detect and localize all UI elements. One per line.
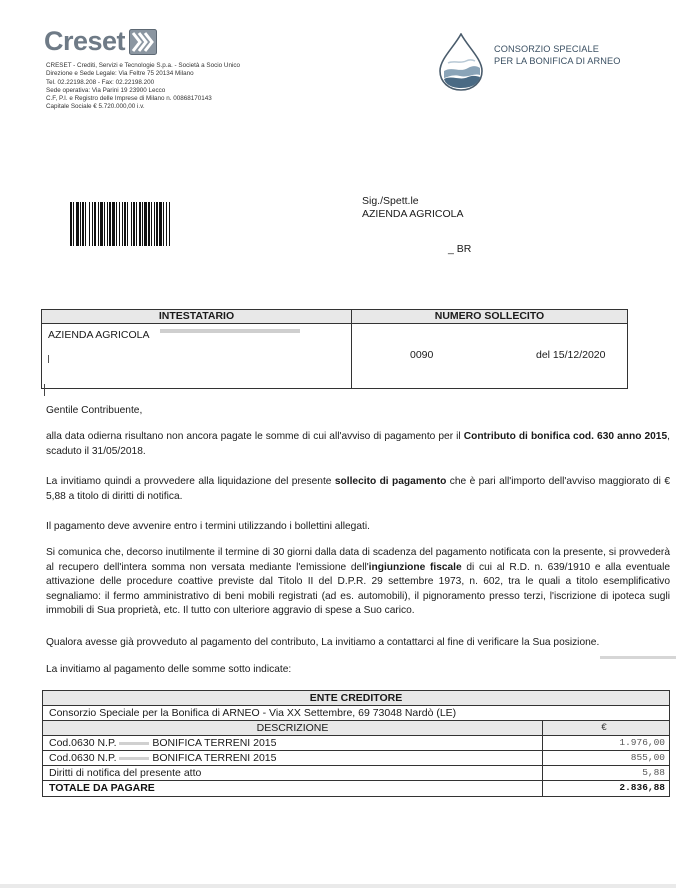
paragraph-4-text-end: di cui al R.D. n. 639/1910 e alla eventuale attivazione delle procedure coattive previste dal Titolo II del D.P.R. 29 settembre 1973, n. 602, tra le quali a titolo esemplificativo segnaliamo: il fermo amministrativo di beni mobili registrati (ad es. automobili), il pignoramento presso terzi, l'iscrizione di ipoteca sugli immobili di Sua proprietà, etc. Il tutto con ulteriore aggravio di spese a Suo carico.: [46, 561, 670, 616]
barcode-icon: [70, 202, 196, 246]
row-desc-prefix: Cod.0630 N.P.: [49, 752, 120, 764]
consorzio-name: [494, 43, 620, 67]
paragraph-2-text-end: che è pari all'importo dell'avviso maggiorato di € 5,88 a titolo di diritti di notifica.: [46, 476, 671, 502]
intestatario-column: [42, 310, 352, 388]
creset-chevrons-icon: [129, 29, 157, 55]
paragraph-1-text: alla data odierna risultano non ancora pagate le somme di cui all'avviso di pagamento per il: [46, 431, 464, 442]
numero-date: del 15/12/2020: [536, 349, 606, 361]
desc-header: DESCRIZIONE: [43, 721, 543, 735]
company-line: Tel. 02.22198.208 - Fax: 02.22198.200: [46, 78, 155, 86]
total-amount: 2.836,88: [619, 782, 665, 793]
fees-amount: 5,88: [642, 767, 665, 778]
numero-header: NUMERO SOLLECITO: [352, 310, 627, 324]
payment-table: [42, 690, 670, 797]
numero-value: 0090: [410, 349, 434, 361]
desc-header-row: [43, 721, 669, 736]
sollecito-label: sollecito di pagamento: [334, 476, 447, 487]
contributo-code: Contributo di bonifica cod. 630 anno 2015: [463, 431, 668, 442]
barcode-bar: [170, 202, 171, 246]
total-label: TOTALE DA PAGARE: [43, 781, 543, 796]
intestatario-header: INTESTATARIO: [42, 310, 351, 324]
intestatario-table: [41, 309, 628, 389]
total-row: [43, 781, 669, 796]
paragraph-2: [46, 475, 670, 504]
row-description: [43, 751, 543, 765]
row-desc-prefix: Cod.0630 N.P.: [49, 737, 120, 749]
fees-row: [43, 766, 669, 781]
paragraph-4-text: Si comunica che, decorso inutilmente il termine di 30 giorni dalla data di scadenza del pagamento notificata con la presente, si provvederà al recupero dell'intera somma non versata mediante l'emissione dell': [46, 547, 670, 573]
row-amount: 1.976,00: [619, 737, 665, 748]
paragraph-4: [46, 546, 670, 619]
row-description: [43, 736, 543, 750]
amount-header: €: [543, 721, 669, 735]
paragraph-5: Qualora avesse già provveduto al pagamento del contributo, La invitiamo a contattarci al fine di verificare la Sua posizione.: [46, 637, 600, 648]
company-line: Capitale Sociale € 5.720.000,00 i.v.: [46, 103, 145, 111]
scan-artifact: [600, 656, 676, 659]
ingiunzione-label: ingiunzione fiscale: [368, 561, 462, 573]
numero-column: [352, 310, 627, 388]
redacted-mark: [119, 757, 149, 760]
consorzio-line: CONSORZIO SPECIALE: [494, 44, 599, 54]
paragraph-2-text: La invitiamo quindi a provvedere alla liquidazione del presente: [46, 476, 335, 487]
company-line: Sede operativa: Via Parini 19 23900 Lecco: [46, 86, 166, 94]
ente-header: ENTE CREDITORE: [43, 691, 669, 706]
redacted-mark: [119, 742, 149, 745]
creset-logo: [44, 26, 157, 57]
recipient-province: _ BR: [448, 243, 472, 255]
company-line: Direzione e Sede Legale: Via Feltre 75 20134 Milano: [46, 70, 194, 78]
redacted-mark: [44, 384, 45, 396]
creset-brand-text: Creset: [44, 26, 126, 56]
recipient-name: AZIENDA AGRICOLA: [362, 208, 464, 220]
ente-value: Consorzio Speciale per la Bonifica di ARNEO - Via XX Settembre, 69 73048 Nardò (LE): [43, 706, 669, 721]
company-line: C.F, P.I. e Registro delle Imprese di Milano n. 00868170143: [46, 95, 212, 103]
recipient-address: [362, 195, 472, 255]
company-line: CRESET - Crediti, Servizi e Tecnologie S.p.a. - Società a Socio Unico: [46, 62, 241, 69]
paragraph-3: Il pagamento deve avvenire entro i termini utilizzando i bollettini allegati.: [46, 521, 370, 532]
paragraph-6: La invitiamo al pagamento delle somme sotto indicate:: [46, 664, 292, 675]
scan-artifact: [0, 884, 676, 888]
greeting: Gentile Contribuente,: [46, 405, 143, 416]
intestatario-name: AZIENDA AGRICOLA: [48, 329, 150, 341]
redacted-mark: [48, 355, 56, 363]
redacted-mark: [160, 329, 300, 333]
table-row: [43, 736, 669, 751]
row-amount: 855,00: [630, 752, 665, 763]
consorzio-line: PER LA BONIFICA DI ARNEO: [494, 56, 621, 66]
row-desc-suffix: BONIFICA TERRENI 2015: [149, 737, 277, 749]
table-row: [43, 751, 669, 766]
creset-company-info: [46, 62, 240, 112]
recipient-salutation: Sig./Spett.le: [362, 195, 419, 207]
paragraph-1-text-end: , scaduto il 31/05/2018.: [46, 431, 670, 457]
row-desc-suffix: BONIFICA TERRENI 2015: [149, 752, 277, 764]
paragraph-1: [46, 430, 670, 459]
fees-label: Diritti di notifica del presente atto: [43, 766, 543, 780]
water-drop-icon: [438, 33, 484, 91]
